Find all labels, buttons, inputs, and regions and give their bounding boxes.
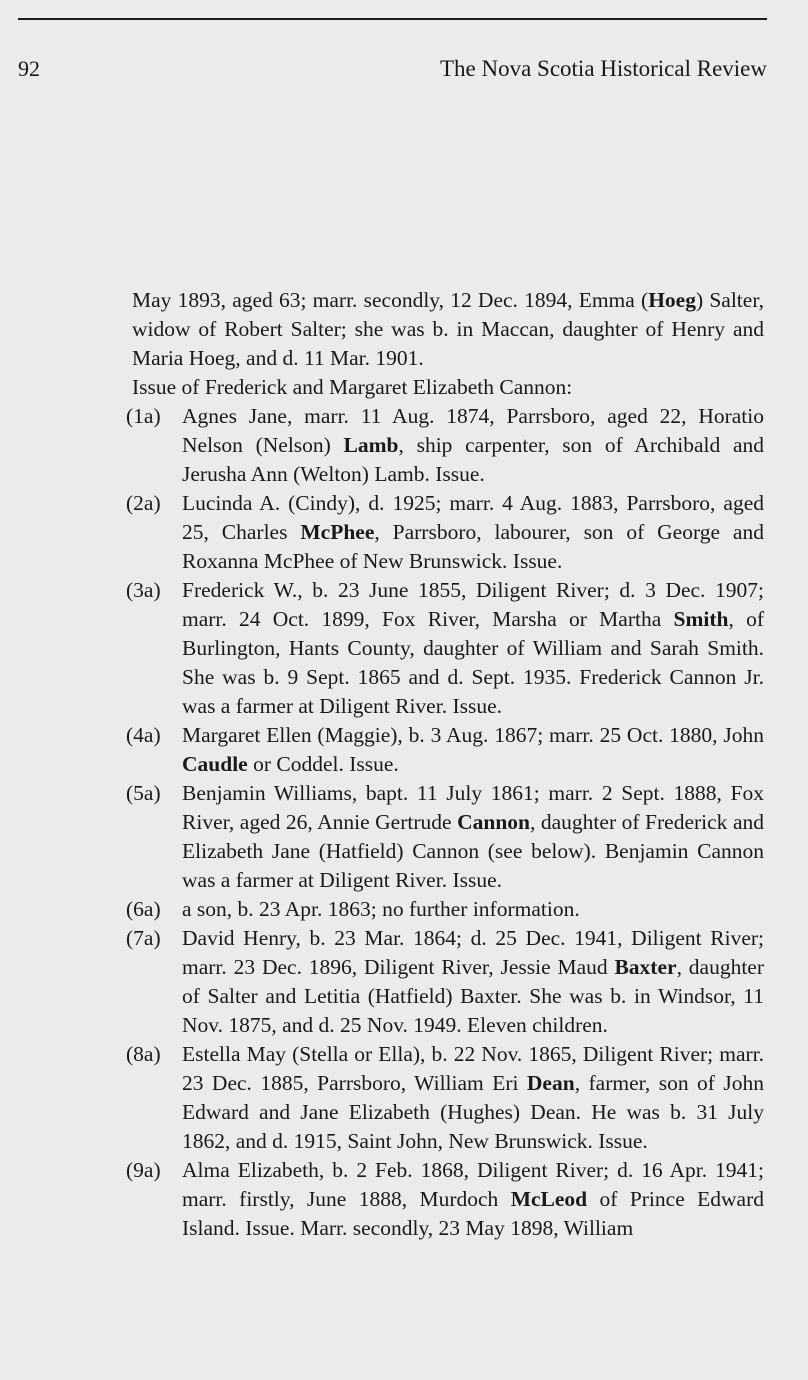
entry-text-before: Benjamin Williams, bapt. 11 July 1861; marr. 2 Sept. 1888, Fox River, aged 26, Annie Gertrude <box>182 781 764 834</box>
genealogy-text <box>126 286 765 1243</box>
entry-text-after: or Coddel. Issue. <box>247 752 399 776</box>
entry-number: (6a) <box>126 897 161 921</box>
entry-text-before: Alma Elizabeth, b. 2 Feb. 1868, Diligent River; d. 16 Apr. 1941; marr. firstly, June 1888, Murdoch <box>182 1158 764 1211</box>
entry-text-before: Estella May (Stella or Ella), b. 22 Nov. 1865, Diligent River; marr. 23 Dec. 1885, Parrsboro, William Eri <box>182 1042 764 1095</box>
issue-heading: Issue of Frederick and Margaret Elizabeth Cannon: <box>132 375 573 399</box>
opening-text-before: May 1893, aged 63; marr. secondly, 12 Dec. 1894, Emma ( <box>132 288 649 312</box>
entry-8a <box>126 1040 764 1156</box>
entry-surname: McLeod <box>510 1187 588 1211</box>
entry-4a <box>126 721 764 779</box>
entry-surname: Lamb <box>343 433 399 457</box>
entry-text-before: Frederick W., b. 23 June 1855, Diligent River; d. 3 Dec. 1907; marr. 24 Oct. 1899, Fox River, Marsha or Martha <box>182 578 764 631</box>
page-number: 92 <box>18 56 40 81</box>
entry-surname: Smith <box>673 607 729 631</box>
entry-7a <box>126 924 764 1040</box>
entry-1a <box>126 402 764 489</box>
entry-6a <box>126 895 764 924</box>
entry-surname: Baxter <box>614 955 677 979</box>
entry-2a <box>126 489 764 576</box>
entry-text <box>182 1156 764 1243</box>
entry-number: (2a) <box>126 491 161 515</box>
entry-text <box>182 489 764 576</box>
entry-text-before: David Henry, b. 23 Mar. 1864; d. 25 Dec. 1941, Diligent River; marr. 23 Dec. 1896, Diligent River, Jessie Maud <box>182 926 764 979</box>
entry-text <box>182 1040 764 1156</box>
entry-number: (4a) <box>126 723 161 747</box>
entry-number: (9a) <box>126 1158 161 1182</box>
opening-paragraph <box>132 286 764 373</box>
entry-text-after: of Prince Edward Island. Issue. Marr. secondly, 23 May 1898, William <box>182 1187 765 1240</box>
entry-number: (1a) <box>126 404 161 428</box>
opening-surname: Hoeg <box>648 288 696 312</box>
entry-text <box>182 779 764 895</box>
entry-text-after: , of Burlington, Hants County, daughter of William and Sarah Smith. She was b. 9 Sept. 1865 and d. Sept. 1935. Frederick Cannon Jr. was a farmer at Diligent River. Issue. <box>182 607 764 718</box>
entry-3a <box>126 576 764 721</box>
entry-text-before: Lucinda A. (Cindy), d. 1925; marr. 4 Aug. 1883, Parrsboro, aged 25, Charles <box>182 491 764 544</box>
entry-surname: McPhee <box>300 520 375 544</box>
header-rule <box>18 18 767 20</box>
entry-number: (7a) <box>126 926 161 950</box>
entry-text-after: , Parrsboro, labourer, son of George and Roxanna McPhee of New Brunswick. Issue. <box>182 520 764 573</box>
running-title: The Nova Scotia Historical Review <box>439 56 767 81</box>
entry-9a <box>126 1156 764 1243</box>
entry-number: (5a) <box>126 781 161 805</box>
entry-5a <box>126 779 764 895</box>
entry-text <box>182 402 764 489</box>
entry-text-after: , daughter of Frederick and Elizabeth Jane (Hatfield) Cannon (see below). Benjamin Cannon was a farmer at Diligent River. Issue. <box>182 810 764 892</box>
entry-number: (3a) <box>126 578 161 602</box>
entry-text-after: , ship carpenter, son of Archibald and Jerusha Ann (Welton) Lamb. Issue. <box>182 433 765 486</box>
entry-text-after: , daughter of Salter and Letitia (Hatfield) Baxter. She was b. in Windsor, 11 Nov. 1875, and d. 25 Nov. 1949. Eleven children. <box>182 955 765 1037</box>
entry-text <box>182 924 764 1040</box>
entry-surname: Dean <box>526 1071 575 1095</box>
entry-text-before: a son, b. 23 Apr. 1863; no further information. <box>182 897 580 921</box>
entry-surname: Cannon <box>457 810 530 834</box>
entry-text <box>182 721 764 779</box>
entry-surname: Caudle <box>182 752 248 776</box>
entry-text-before: Margaret Ellen (Maggie), b. 3 Aug. 1867; marr. 25 Oct. 1880, John <box>182 723 764 747</box>
entry-number: (8a) <box>126 1042 161 1066</box>
entry-text-before: Agnes Jane, marr. 11 Aug. 1874, Parrsboro, aged 22, Horatio Nelson (Nelson) <box>182 404 764 457</box>
opening-text-after: ) Salter, widow of Robert Salter; she was b. in Maccan, daughter of Henry and Maria Hoeg, and d. 11 Mar. 1901. <box>132 288 764 370</box>
entry-text <box>182 895 764 924</box>
entry-text-after: , farmer, son of John Edward and Jane Elizabeth (Hughes) Dean. He was b. 31 July 1862, and d. 1915, Saint John, New Brunswick. Issue. <box>182 1071 764 1153</box>
entry-text <box>182 576 764 721</box>
